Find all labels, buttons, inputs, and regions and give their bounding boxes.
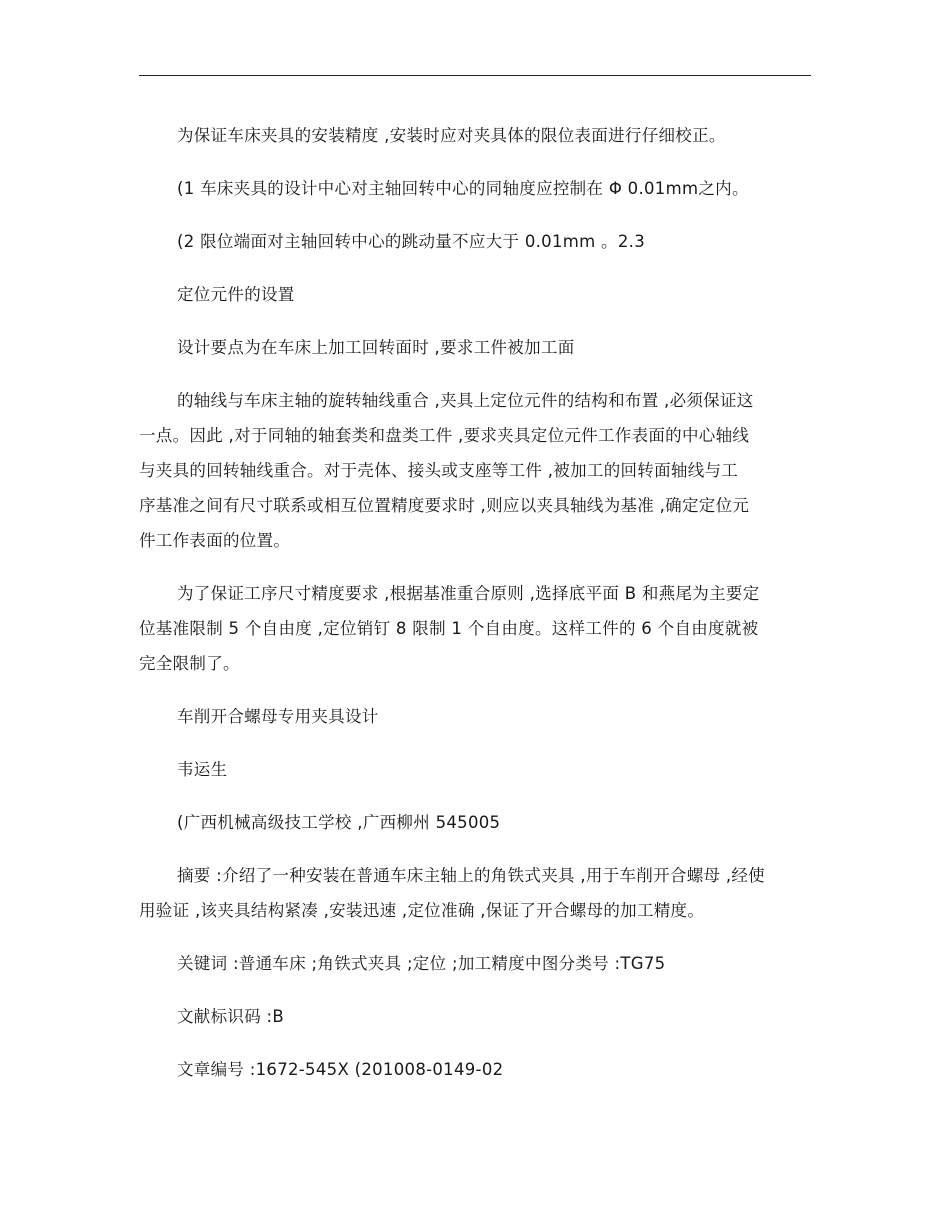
article-document-code	[139, 999, 811, 1034]
text-line: 为保证车床夹具的安装精度 ,安装时应对夹具体的限位表面进行仔细校正。	[177, 126, 726, 145]
text-line: 车削开合螺母专用夹具设计	[177, 707, 379, 726]
article-title	[139, 699, 811, 734]
paragraph-degrees-of-freedom	[139, 576, 811, 681]
paragraph-design-points	[139, 330, 811, 365]
article-keywords	[139, 946, 811, 981]
text-line: 文章编号 :1672-545X (201008-0149-02	[177, 1060, 504, 1079]
article-number	[139, 1052, 811, 1087]
paragraph-runout	[139, 224, 811, 259]
text-line: 关键词 :普通车床 ;角铁式夹具 ;定位 ;加工精度中图分类号 :TG75	[177, 954, 666, 973]
article-author	[139, 752, 811, 787]
text-line: 与夹具的回转轴线重合。对于壳体、接头或支座等工件 ,被加工的回转面轴线与工	[139, 461, 739, 480]
text-line: 摘要 :介绍了一种安装在普通车床主轴上的角铁式夹具 ,用于车削开合螺母 ,经使	[177, 866, 765, 885]
section-heading-locating-elements	[139, 277, 811, 312]
text-line: 完全限制了。	[139, 654, 240, 673]
text-line: 序基准之间有尺寸联系或相互位置精度要求时 ,则应以夹具轴线为基准 ,确定定位元	[139, 496, 750, 515]
text-line: 为了保证工序尺寸精度要求 ,根据基准重合原则 ,选择底平面 B 和燕尾为主要定	[177, 584, 760, 603]
text-line: 一点。因此 ,对于同轴的轴套类和盘类工件 ,要求夹具定位元件工作表面的中心轴线	[139, 426, 750, 445]
text-line: 文献标识码 :B	[177, 1007, 285, 1026]
article-abstract	[139, 858, 811, 928]
text-line: 韦运生	[177, 760, 228, 779]
text-line: (1 车床夹具的设计中心对主轴回转中心的同轴度应控制在 Φ 0.01mm之内。	[177, 179, 749, 198]
paragraph-axis-coincidence	[139, 383, 811, 558]
header-rule	[139, 75, 811, 76]
text-line: 定位元件的设置	[177, 285, 295, 304]
paragraph-installation-precision	[139, 118, 811, 153]
text-line: 设计要点为在车床上加工回转面时 ,要求工件被加工面	[177, 338, 575, 357]
paragraph-coaxiality	[139, 171, 811, 206]
text-line: 的轴线与车床主轴的旋转轴线重合 ,夹具上定位元件的结构和布置 ,必须保证这	[177, 391, 754, 410]
document-body	[139, 118, 811, 1105]
text-line: (2 限位端面对主轴回转中心的跳动量不应大于 0.01mm 。2.3	[177, 232, 645, 251]
text-line: 件工作表面的位置。	[139, 531, 291, 550]
text-line: 用验证 ,该夹具结构紧凑 ,安装迅速 ,定位准确 ,保证了开合螺母的加工精度。	[139, 901, 705, 920]
article-affiliation	[139, 805, 811, 840]
text-line: (广西机械高级技工学校 ,广西柳州 545005	[177, 813, 501, 832]
text-line: 位基准限制 5 个自由度 ,定位销钉 8 限制 1 个自由度。这样工件的 6 个自由度就被	[139, 619, 759, 638]
